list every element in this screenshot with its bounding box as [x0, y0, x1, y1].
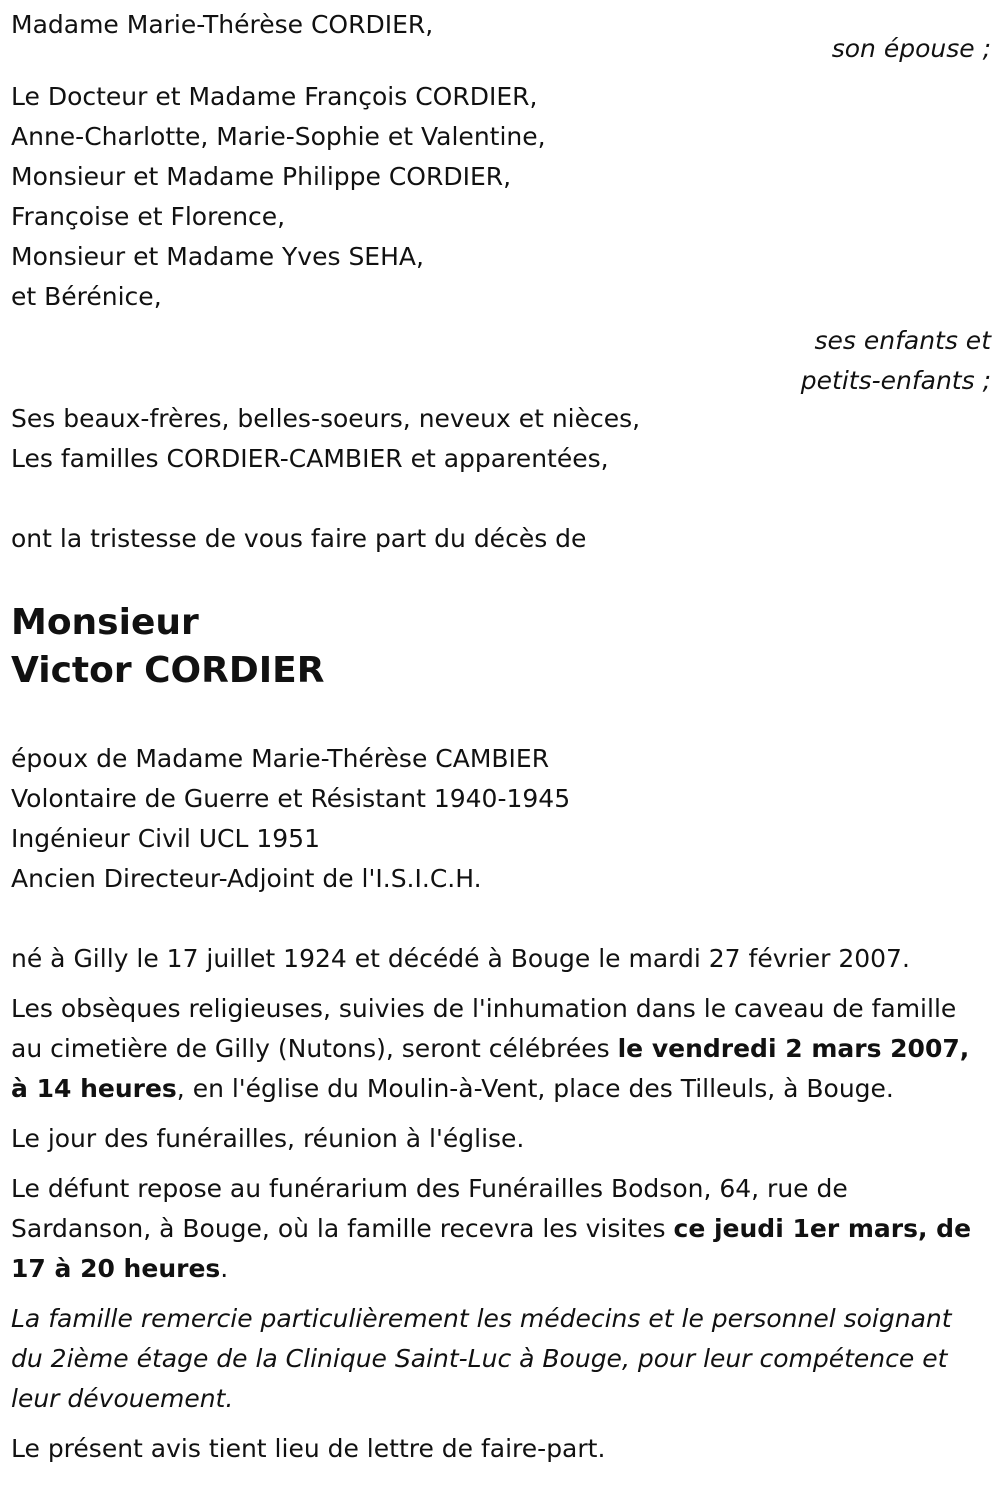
funeral-intro: Les obsèques religieuses, suivies de l'inhumation dans le caveau de famille au cimetière de Gilly (Nutons), seront célébrées — [11, 994, 957, 1063]
detail-line: Ancien Directeur-Adjoint de l'I.S.I.C.H. — [11, 864, 482, 893]
closing-line: Le présent avis tient lieu de lettre de faire-part. — [11, 1434, 606, 1463]
children-role: ses enfants et — [814, 326, 991, 355]
spouse-role: son épouse ; — [831, 34, 991, 63]
funeral-location: , en l'église du Moulin-à-Vent, place des Tilleuls, à Bouge. — [176, 1074, 894, 1103]
thanks-paragraph: La famille remercie particulièrement les médecins et le personnel soignant du 2ième étage de la Clinique Saint-Luc à Bouge, pour leur compétence et leur dévouement. — [11, 1304, 952, 1413]
visitation-end: . — [220, 1254, 229, 1283]
announcement: ont la tristesse de vous faire part du décès de — [11, 524, 587, 553]
deceased-name-block — [11, 599, 991, 695]
child-line: Monsieur et Madame Philippe CORDIER, — [11, 162, 512, 191]
deceased-title: Monsieur — [11, 602, 199, 643]
funeral-datetime: le vendredi 2 mars 2007, à 14 heures — [11, 1034, 970, 1103]
visitation-paragraph — [11, 1169, 991, 1289]
child-line: Le Docteur et Madame François CORDIER, — [11, 82, 538, 111]
birth-death: né à Gilly le 17 juillet 1924 et décédé à Bouge le mardi 27 février 2007. — [11, 944, 910, 973]
detail-line: époux de Madame Marie-Thérèse CAMBIER — [11, 744, 550, 773]
obituary-notice — [11, 5, 991, 1479]
child-line: et Bérénice, — [11, 282, 162, 311]
detail-line: Ingénieur Civil UCL 1951 — [11, 824, 320, 853]
grandchildren-role: petits-enfants ; — [800, 366, 991, 395]
relatives-line: Les familles CORDIER-CAMBIER et apparentées, — [11, 444, 609, 473]
child-line: Anne-Charlotte, Marie-Sophie et Valentine, — [11, 122, 546, 151]
children-list — [11, 77, 991, 317]
funeral-paragraph — [11, 989, 991, 1109]
relatives-list — [11, 399, 991, 479]
child-line: Françoise et Florence, — [11, 202, 286, 231]
relatives-line: Ses beaux-frères, belles-soeurs, neveux et nièces, — [11, 404, 641, 433]
visitation-datetime: ce jeudi 1er mars, de 17 à 20 heures — [11, 1214, 972, 1283]
spouse-name: Madame Marie-Thérèse CORDIER, — [11, 10, 434, 39]
detail-line: Volontaire de Guerre et Résistant 1940-1945 — [11, 784, 571, 813]
deceased-details — [11, 739, 991, 899]
child-line: Monsieur et Madame Yves SEHA, — [11, 242, 424, 271]
visitation-intro: Le défunt repose au funérarium des Funérailles Bodson, 64, rue de Sardanson, à Bouge, où la famille recevra les visites — [11, 1174, 848, 1243]
funeral-meeting: Le jour des funérailles, réunion à l'église. — [11, 1124, 525, 1153]
deceased-name: Victor CORDIER — [11, 650, 325, 691]
